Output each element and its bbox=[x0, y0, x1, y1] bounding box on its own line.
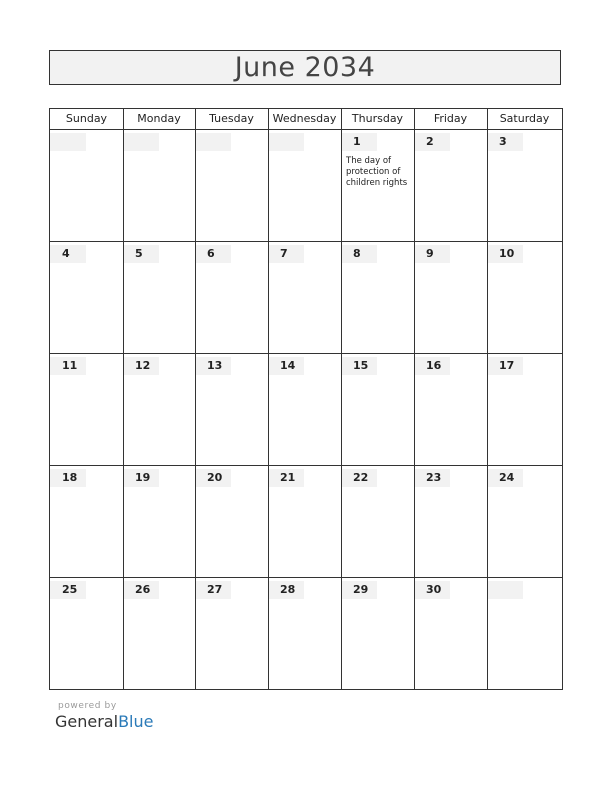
day-cell[interactable] bbox=[50, 242, 123, 354]
logo-text-general: General bbox=[55, 712, 119, 731]
day-number: 1 bbox=[341, 133, 377, 151]
day-cell[interactable] bbox=[268, 242, 341, 354]
day-number: 12 bbox=[123, 357, 159, 375]
day-cell[interactable] bbox=[414, 130, 487, 242]
day-cell[interactable] bbox=[123, 130, 195, 242]
day-number: 26 bbox=[123, 581, 159, 599]
day-number: 4 bbox=[50, 245, 86, 263]
day-cell[interactable] bbox=[341, 578, 414, 690]
day-cell[interactable] bbox=[123, 354, 195, 466]
day-number: 20 bbox=[195, 469, 231, 487]
day-number: 27 bbox=[195, 581, 231, 599]
day-number: 3 bbox=[487, 133, 523, 151]
day-number: 17 bbox=[487, 357, 523, 375]
day-cell[interactable] bbox=[487, 130, 562, 242]
day-number: 25 bbox=[50, 581, 86, 599]
day-number: 7 bbox=[268, 245, 304, 263]
week-row bbox=[50, 578, 562, 690]
day-number: 21 bbox=[268, 469, 304, 487]
day-cell[interactable] bbox=[123, 466, 195, 578]
day-number: 24 bbox=[487, 469, 523, 487]
day-cell[interactable] bbox=[268, 578, 341, 690]
weekday-header-row bbox=[50, 109, 562, 130]
day-number: 15 bbox=[341, 357, 377, 375]
day-cell[interactable] bbox=[414, 242, 487, 354]
day-cell[interactable] bbox=[50, 130, 123, 242]
day-cell[interactable] bbox=[50, 466, 123, 578]
day-cell[interactable] bbox=[414, 578, 487, 690]
day-number bbox=[487, 581, 523, 599]
day-cell[interactable] bbox=[341, 242, 414, 354]
column-divider bbox=[341, 109, 342, 689]
day-number: 8 bbox=[341, 245, 377, 263]
day-number: 2 bbox=[414, 133, 450, 151]
day-cell[interactable] bbox=[341, 354, 414, 466]
day-cell[interactable] bbox=[268, 354, 341, 466]
day-number: 14 bbox=[268, 357, 304, 375]
day-number: 22 bbox=[341, 469, 377, 487]
day-number: 9 bbox=[414, 245, 450, 263]
day-number: 28 bbox=[268, 581, 304, 599]
weekday-saturday: Saturday bbox=[499, 112, 550, 125]
day-number: 5 bbox=[123, 245, 159, 263]
day-cell[interactable] bbox=[123, 242, 195, 354]
day-number bbox=[50, 133, 86, 151]
day-cell[interactable] bbox=[414, 466, 487, 578]
day-cell[interactable] bbox=[195, 578, 268, 690]
day-number: 10 bbox=[487, 245, 523, 263]
holiday-label: The day of protection of children rights bbox=[346, 156, 408, 189]
generalblue-logo bbox=[55, 712, 153, 731]
week-row bbox=[50, 466, 562, 578]
day-cell[interactable] bbox=[195, 466, 268, 578]
weekday-friday: Friday bbox=[433, 112, 468, 125]
day-cell[interactable] bbox=[123, 578, 195, 690]
powered-by-text: powered by bbox=[58, 701, 117, 711]
day-number: 19 bbox=[123, 469, 159, 487]
day-number bbox=[123, 133, 159, 151]
column-divider bbox=[414, 109, 415, 689]
logo-text-blue: Blue bbox=[118, 712, 154, 731]
day-cell[interactable] bbox=[268, 130, 341, 242]
day-cell[interactable] bbox=[195, 242, 268, 354]
day-number: 18 bbox=[50, 469, 86, 487]
week-row bbox=[50, 242, 562, 354]
weekday-sunday: Sunday bbox=[65, 112, 108, 125]
column-divider bbox=[268, 109, 269, 689]
weekday-tuesday: Tuesday bbox=[209, 112, 254, 125]
day-cell[interactable] bbox=[50, 354, 123, 466]
day-number: 30 bbox=[414, 581, 450, 599]
day-number bbox=[268, 133, 304, 151]
column-divider bbox=[195, 109, 196, 689]
week-row bbox=[50, 354, 562, 466]
day-cell[interactable] bbox=[487, 578, 562, 690]
day-number: 11 bbox=[50, 357, 86, 375]
day-cell[interactable] bbox=[487, 242, 562, 354]
column-divider bbox=[487, 109, 488, 689]
calendar-title-box bbox=[49, 50, 561, 85]
column-divider bbox=[123, 109, 124, 689]
day-number: 6 bbox=[195, 245, 231, 263]
day-number: 29 bbox=[341, 581, 377, 599]
day-cell[interactable] bbox=[50, 578, 123, 690]
day-number: 13 bbox=[195, 357, 231, 375]
day-cell[interactable] bbox=[341, 130, 414, 242]
day-number: 16 bbox=[414, 357, 450, 375]
day-cell[interactable] bbox=[341, 466, 414, 578]
weekday-monday: Monday bbox=[137, 112, 181, 125]
day-number bbox=[195, 133, 231, 151]
day-cell[interactable] bbox=[487, 354, 562, 466]
weekday-wednesday: Wednesday bbox=[272, 112, 337, 125]
day-cell[interactable] bbox=[268, 466, 341, 578]
day-cell[interactable] bbox=[195, 354, 268, 466]
day-cell[interactable] bbox=[487, 466, 562, 578]
weekday-thursday: Thursday bbox=[351, 112, 404, 125]
day-cell[interactable] bbox=[195, 130, 268, 242]
day-number: 23 bbox=[414, 469, 450, 487]
calendar-title: June 2034 bbox=[234, 52, 376, 83]
calendar-grid bbox=[49, 108, 563, 690]
day-cell[interactable] bbox=[414, 354, 487, 466]
week-row bbox=[50, 130, 562, 242]
